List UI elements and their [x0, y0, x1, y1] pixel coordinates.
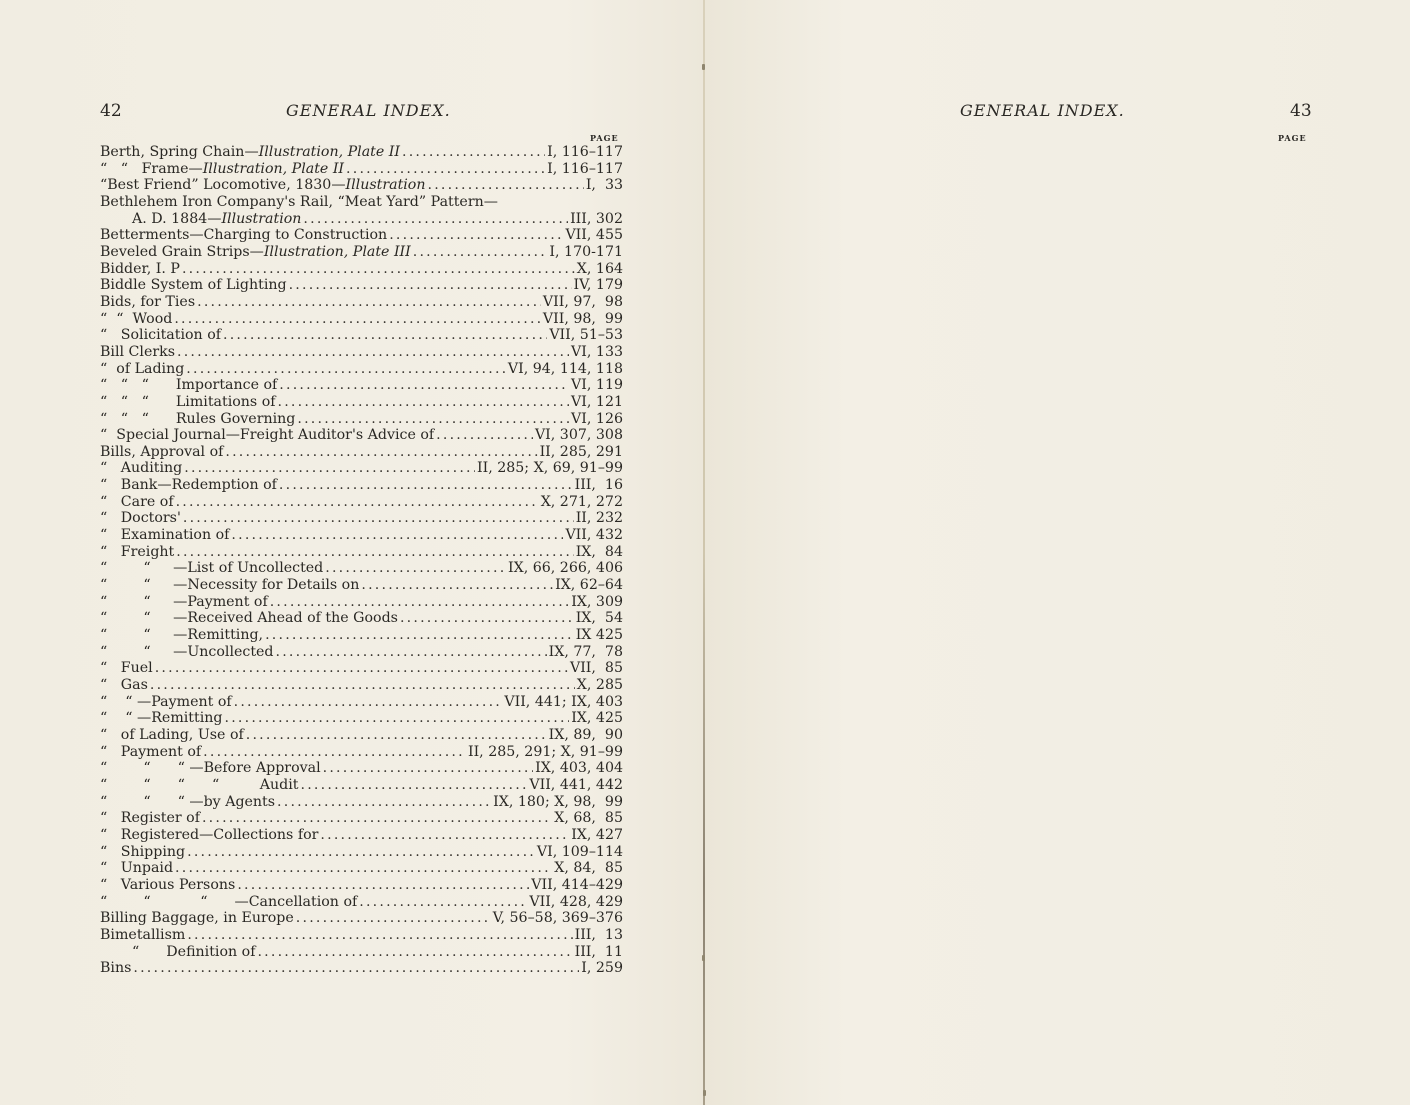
index-entry — [100, 411, 623, 428]
entry-term: Billing Baggage, in Europe — [100, 910, 294, 927]
index-entry — [100, 694, 623, 711]
page-column-label: PAGE — [1278, 133, 1307, 143]
index-entry — [100, 777, 623, 794]
entry-page-reference: VI, 121 — [571, 393, 623, 410]
dot-leader — [323, 760, 533, 777]
dot-leader — [203, 744, 466, 761]
entry-term: Bills, Approval of — [100, 443, 224, 460]
index-entry — [100, 760, 623, 777]
dot-leader — [237, 877, 529, 894]
entry-term: “ Gas — [100, 677, 148, 693]
index-entry — [100, 627, 623, 644]
dot-leader — [297, 411, 569, 428]
index-entry — [100, 560, 623, 577]
index-entry — [100, 244, 623, 261]
index-entry — [100, 727, 623, 744]
dot-leader — [265, 627, 574, 644]
index-entry — [100, 144, 623, 161]
index-entry — [100, 894, 623, 911]
index-entry — [100, 327, 623, 344]
entry-term: “ Fuel — [100, 660, 153, 677]
entry-term: Beveled Grain Strips—Illustration, Plate III — [100, 243, 411, 260]
entry-page-reference: IX, 89, 90 — [548, 726, 623, 743]
entry-page-reference: VI, 109–114 — [536, 843, 623, 860]
index-entry — [100, 827, 623, 844]
entry-page-reference: VI, 133 — [571, 343, 623, 360]
entry-term: “ “ Frame—Illustration, Plate II — [100, 160, 345, 177]
dot-leader — [428, 177, 584, 194]
index-entry — [100, 910, 623, 927]
entry-term: “ Examination of — [100, 527, 230, 544]
entry-illustration-note: Illustration — [345, 177, 426, 194]
entry-term: “ Unpaid — [100, 860, 174, 877]
entry-page-reference: IX, 84 — [575, 543, 623, 560]
entry-term: “ “ —Necessity for Details on — [100, 577, 360, 594]
dot-leader — [225, 444, 537, 461]
binding-stitch — [703, 1090, 706, 1096]
entry-page-reference: I, 116–117 — [547, 144, 623, 160]
entry-page-reference: VII, 432 — [565, 527, 623, 544]
index-entry — [100, 644, 623, 661]
entry-page-reference: VII, 441, 442 — [529, 776, 623, 793]
index-entry — [100, 677, 623, 694]
entry-term: “ “ “ “ Audit — [100, 776, 299, 793]
dot-leader — [184, 460, 475, 477]
entry-term: Betterments—Charging to Construction — [100, 227, 388, 244]
running-title: GENERAL INDEX. — [960, 101, 1125, 120]
entry-illustration-note: Illustration, Plate II — [202, 160, 345, 177]
entry-term: Berth, Spring Chain—Illustration, Plate II — [100, 144, 400, 160]
index-entry — [100, 944, 623, 961]
entry-illustration-note: Illustration, Plate II — [258, 144, 400, 160]
index-entry — [100, 744, 623, 761]
entry-term: “ “ —Payment of — [100, 593, 268, 610]
entry-page-reference: III, 11 — [574, 943, 623, 960]
entry-term: “ Doctors' — [100, 510, 181, 527]
entry-term: Bins — [100, 960, 132, 977]
entry-page-reference: IX, 62–64 — [555, 577, 623, 594]
dot-leader — [231, 527, 563, 544]
dot-leader — [187, 927, 572, 944]
entry-term: “ of Lading — [100, 360, 185, 377]
running-title: GENERAL INDEX. — [286, 101, 451, 120]
entry-page-reference: IX, 309 — [571, 593, 623, 610]
entry-page-reference: VII, 441; IX, 403 — [504, 693, 623, 710]
index-entry — [100, 510, 623, 527]
book-gutter — [703, 0, 705, 1105]
entry-page-reference: IX, 425 — [571, 710, 623, 727]
dot-leader — [389, 227, 563, 244]
entry-page-reference: II, 285; X, 69, 91–99 — [477, 460, 623, 477]
dot-leader — [197, 294, 541, 311]
dot-leader — [296, 910, 491, 927]
right-page — [705, 0, 1410, 1105]
dot-leader — [436, 427, 533, 444]
entry-page-reference: I, 170-171 — [549, 243, 623, 260]
entry-page-reference: IX, 66, 266, 406 — [508, 560, 623, 577]
entry-page-reference: VI, 119 — [571, 377, 623, 394]
entry-term: “ Freight — [100, 543, 175, 560]
entry-term: Bethlehem Iron Company's Rail, “Meat Yard” Pattern— — [100, 193, 498, 210]
index-entry — [100, 877, 623, 894]
dot-leader — [279, 477, 573, 494]
entry-term: “ “ —Remitting, — [100, 627, 264, 644]
index-entry — [100, 211, 623, 228]
entry-term: Bidder, I. P — [100, 260, 180, 277]
entry-page-reference: V, 56–58, 369–376 — [492, 910, 623, 927]
entry-page-reference: VII, 455 — [565, 227, 623, 244]
dot-leader — [325, 560, 506, 577]
entry-illustration-note: Illustration — [221, 210, 302, 227]
entry-page-reference: I, 259 — [581, 960, 623, 977]
entry-term: Biddle System of Lighting — [100, 277, 287, 294]
entry-page-reference: X, 271, 272 — [540, 493, 623, 510]
entry-page-reference: II, 232 — [575, 510, 623, 527]
entry-page-reference: VII, 98, 99 — [542, 310, 623, 327]
entry-page-reference: VI, 94, 114, 118 — [507, 360, 623, 377]
dot-leader — [346, 161, 545, 178]
entry-page-reference: III, 302 — [570, 210, 623, 227]
entry-page-reference: VI, 307, 308 — [534, 427, 623, 444]
entry-page-reference: X, 164 — [576, 260, 623, 277]
entry-page-reference: VII, 97, 98 — [542, 293, 623, 310]
index-entry — [100, 710, 623, 727]
entry-page-reference: VII, 51–53 — [549, 327, 623, 344]
entry-term: “ “ “ Rules Governing — [100, 410, 296, 427]
dot-leader — [301, 777, 528, 794]
entry-page-reference: I, 116–117 — [547, 160, 623, 177]
index-entry — [100, 311, 623, 328]
index-entry — [100, 394, 623, 411]
entry-page-reference: II, 285, 291; X, 91–99 — [467, 743, 623, 760]
entry-term: Bimetallism — [100, 926, 186, 943]
entry-page-reference: IX, 180; X, 98, 99 — [493, 793, 623, 810]
entry-term: “ Shipping — [100, 843, 186, 860]
entry-page-reference: IX, 403, 404 — [535, 760, 623, 777]
entry-page-reference: X, 285 — [576, 677, 623, 693]
dot-leader — [155, 660, 568, 677]
entry-term: “ “ —Uncollected — [100, 643, 274, 660]
running-head-right — [787, 100, 1312, 122]
entry-term: “ Solicitation of — [100, 327, 221, 344]
entry-term: Bids, for Ties — [100, 293, 196, 310]
dot-leader — [175, 860, 552, 877]
index-entry — [100, 427, 623, 444]
entry-term: “ Definition of — [132, 943, 256, 960]
entry-term: “ Register of — [100, 810, 200, 827]
entry-term: “ “ “ —Before Approval — [100, 760, 321, 777]
entry-page-reference: I, 33 — [585, 177, 623, 194]
dot-leader — [182, 261, 575, 278]
index-entry — [100, 377, 623, 394]
dot-leader — [176, 494, 539, 511]
index-entry — [100, 860, 623, 877]
entry-page-reference: VII, 428, 429 — [529, 893, 623, 910]
entry-page-reference: VII, 85 — [569, 660, 623, 677]
dot-leader — [183, 510, 574, 527]
dot-leader — [223, 327, 547, 344]
entry-term: “ “ —Received Ahead of the Goods — [100, 610, 398, 627]
dot-leader — [402, 144, 545, 161]
dot-leader — [400, 610, 574, 627]
entry-term: “ Auditing — [100, 460, 183, 477]
dot-leader — [202, 810, 552, 827]
entry-term: “ Special Journal—Freight Auditor's Advice of — [100, 427, 435, 444]
page-number: 43 — [1290, 101, 1312, 121]
entry-term: “ Registered—Collections for — [100, 826, 319, 843]
dot-leader — [289, 277, 572, 294]
dot-leader — [257, 944, 572, 961]
entry-page-reference: IX 425 — [575, 627, 623, 644]
entry-term: “ of Lading, Use of — [100, 726, 244, 743]
index-entry — [100, 794, 623, 811]
index-entry — [100, 577, 623, 594]
entry-term: “ “ “ —Cancellation of — [100, 893, 358, 910]
index-entry — [100, 960, 623, 977]
dot-leader — [246, 727, 547, 744]
index-entry — [100, 444, 623, 461]
entry-term: “ Payment of — [100, 743, 202, 760]
binding-stitch — [702, 955, 705, 961]
entry-term: “ “ —Payment of — [100, 693, 232, 710]
dot-leader — [320, 827, 569, 844]
dot-leader — [234, 694, 503, 711]
index-entry — [100, 294, 623, 311]
entry-page-reference: X, 68, 85 — [554, 810, 623, 827]
index-entry — [100, 610, 623, 627]
index-column — [100, 144, 623, 977]
entry-term: “Best Friend” Locomotive, 1830—Illustration — [100, 177, 426, 194]
binding-stitch — [702, 64, 705, 70]
entry-term: “ “ —Remitting — [100, 710, 223, 727]
entry-term: “ “ “ —by Agents — [100, 793, 276, 810]
entry-page-reference: IX, 77, 78 — [548, 643, 623, 660]
index-entry — [100, 527, 623, 544]
entry-term: “ Various Persons — [100, 876, 236, 893]
entry-term: “ “ —List of Uncollected — [100, 560, 324, 577]
dot-leader — [224, 710, 569, 727]
index-entry — [100, 460, 623, 477]
entry-page-reference: IX, 427 — [571, 826, 623, 843]
index-entry — [100, 261, 623, 278]
entry-term: Bill Clerks — [100, 343, 175, 360]
running-head-left — [100, 100, 623, 122]
entry-page-reference: II, 285, 291 — [539, 443, 623, 460]
entry-page-reference: X, 84, 85 — [554, 860, 623, 877]
index-entry — [100, 594, 623, 611]
index-entry — [100, 194, 623, 211]
entry-term: “ Bank—Redemption of — [100, 477, 277, 494]
dot-leader — [187, 844, 535, 861]
index-entry — [100, 494, 623, 511]
dot-leader — [186, 361, 506, 378]
entry-page-reference: IX, 54 — [575, 610, 623, 627]
entry-term: “ “ “ Importance of — [100, 377, 278, 394]
index-entry — [100, 344, 623, 361]
page-column-label: PAGE — [590, 133, 619, 143]
index-entry — [100, 810, 623, 827]
entry-page-reference: VI, 126 — [571, 410, 623, 427]
index-entry — [100, 477, 623, 494]
page-number: 42 — [100, 101, 122, 121]
entry-term: A. D. 1884—Illustration — [132, 210, 302, 227]
entry-term: “ Care of — [100, 493, 174, 510]
dot-leader — [413, 244, 548, 261]
dot-leader — [133, 960, 579, 977]
index-entry — [100, 277, 623, 294]
entry-page-reference: III, 16 — [574, 477, 623, 494]
dot-leader — [174, 311, 541, 328]
entry-page-reference: VII, 414–429 — [531, 876, 623, 893]
dot-leader — [176, 544, 573, 561]
index-entry — [100, 177, 623, 194]
index-entry — [100, 227, 623, 244]
dot-leader — [270, 594, 569, 611]
dot-leader — [279, 377, 569, 394]
entry-term: “ “ “ Limitations of — [100, 393, 276, 410]
entry-illustration-note: Illustration, Plate III — [263, 243, 411, 260]
index-entry — [100, 844, 623, 861]
index-entry — [100, 161, 623, 178]
dot-leader — [177, 344, 569, 361]
index-entry — [100, 544, 623, 561]
dot-leader — [361, 577, 553, 594]
dot-leader — [150, 677, 575, 694]
entry-term: “ “ Wood — [100, 310, 173, 327]
dot-leader — [359, 894, 527, 911]
index-entry — [100, 660, 623, 677]
entry-page-reference: III, 13 — [574, 926, 623, 943]
dot-leader — [277, 794, 491, 811]
entry-page-reference: IV, 179 — [573, 277, 623, 294]
dot-leader — [278, 394, 570, 411]
index-entry — [100, 361, 623, 378]
dot-leader — [276, 644, 547, 661]
index-entry — [100, 927, 623, 944]
dot-leader — [303, 211, 568, 228]
